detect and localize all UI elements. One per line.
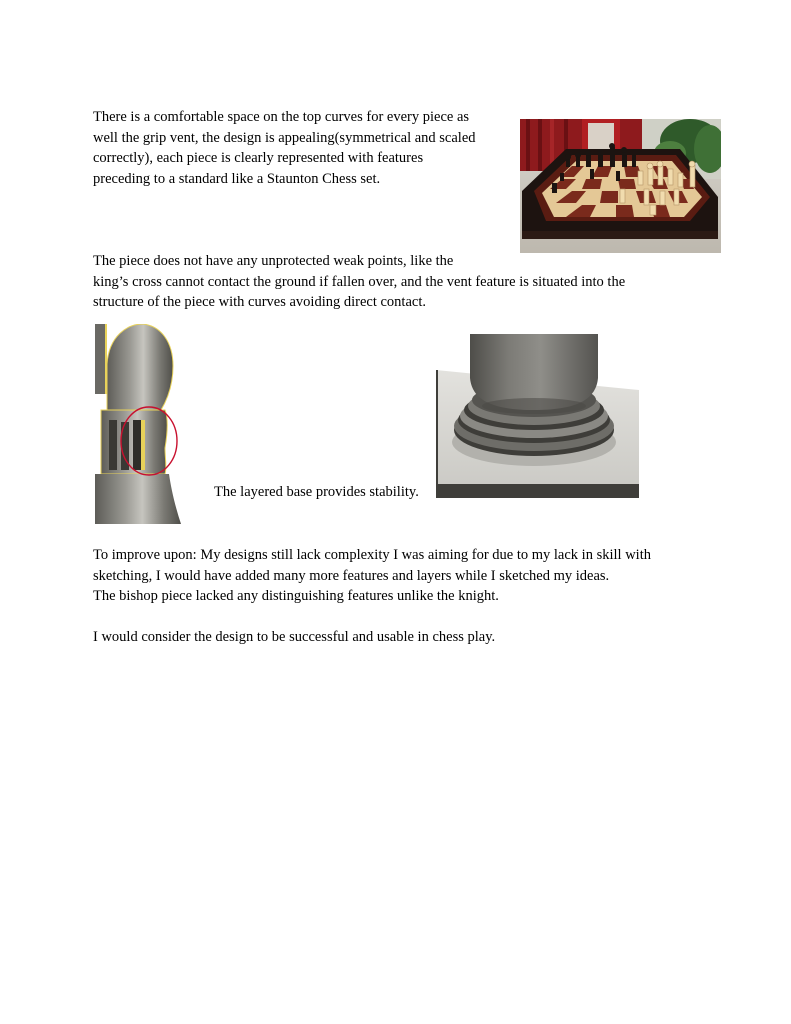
paragraph-improvements — [93, 545, 651, 607]
text-line: king’s cross cannot contact the ground if fallen over, and the vent feature is situated into the — [93, 273, 626, 290]
text-line: preceding to a standard like a Staunton Chess set. — [93, 170, 381, 187]
layered-base-render — [436, 334, 639, 498]
paragraph-design-appeal — [93, 107, 476, 189]
text-line: structure of the piece with curves avoiding direct contact. — [93, 294, 426, 310]
text-line: There is a comfortable space on the top curves for every piece as — [93, 109, 470, 125]
layered-base-caption: The layered base provides stability. — [214, 484, 419, 500]
text-line: To improve upon: My designs still lack complexity I was aiming for due to my lack in skill with — [93, 547, 651, 563]
grip-vent-render — [95, 324, 181, 524]
text-line: correctly), each piece is clearly represented with features — [93, 150, 424, 166]
text-line: The bishop piece lacked any distinguishing features unlike the knight. — [93, 588, 499, 604]
paragraph-conclusion: I would consider the design to be successful and usable in chess play. — [93, 629, 496, 645]
text-line: The piece does not have any unprotected weak points, like the — [93, 253, 454, 269]
staunton-chess-set-photo — [520, 119, 721, 253]
paragraph-weak-points — [93, 251, 625, 313]
text-line: sketching, I would have added many more features and layers while I sketched my ideas. — [93, 567, 610, 584]
text-line: well the grip vent, the design is appealing(symmetrical and scaled — [93, 129, 476, 146]
